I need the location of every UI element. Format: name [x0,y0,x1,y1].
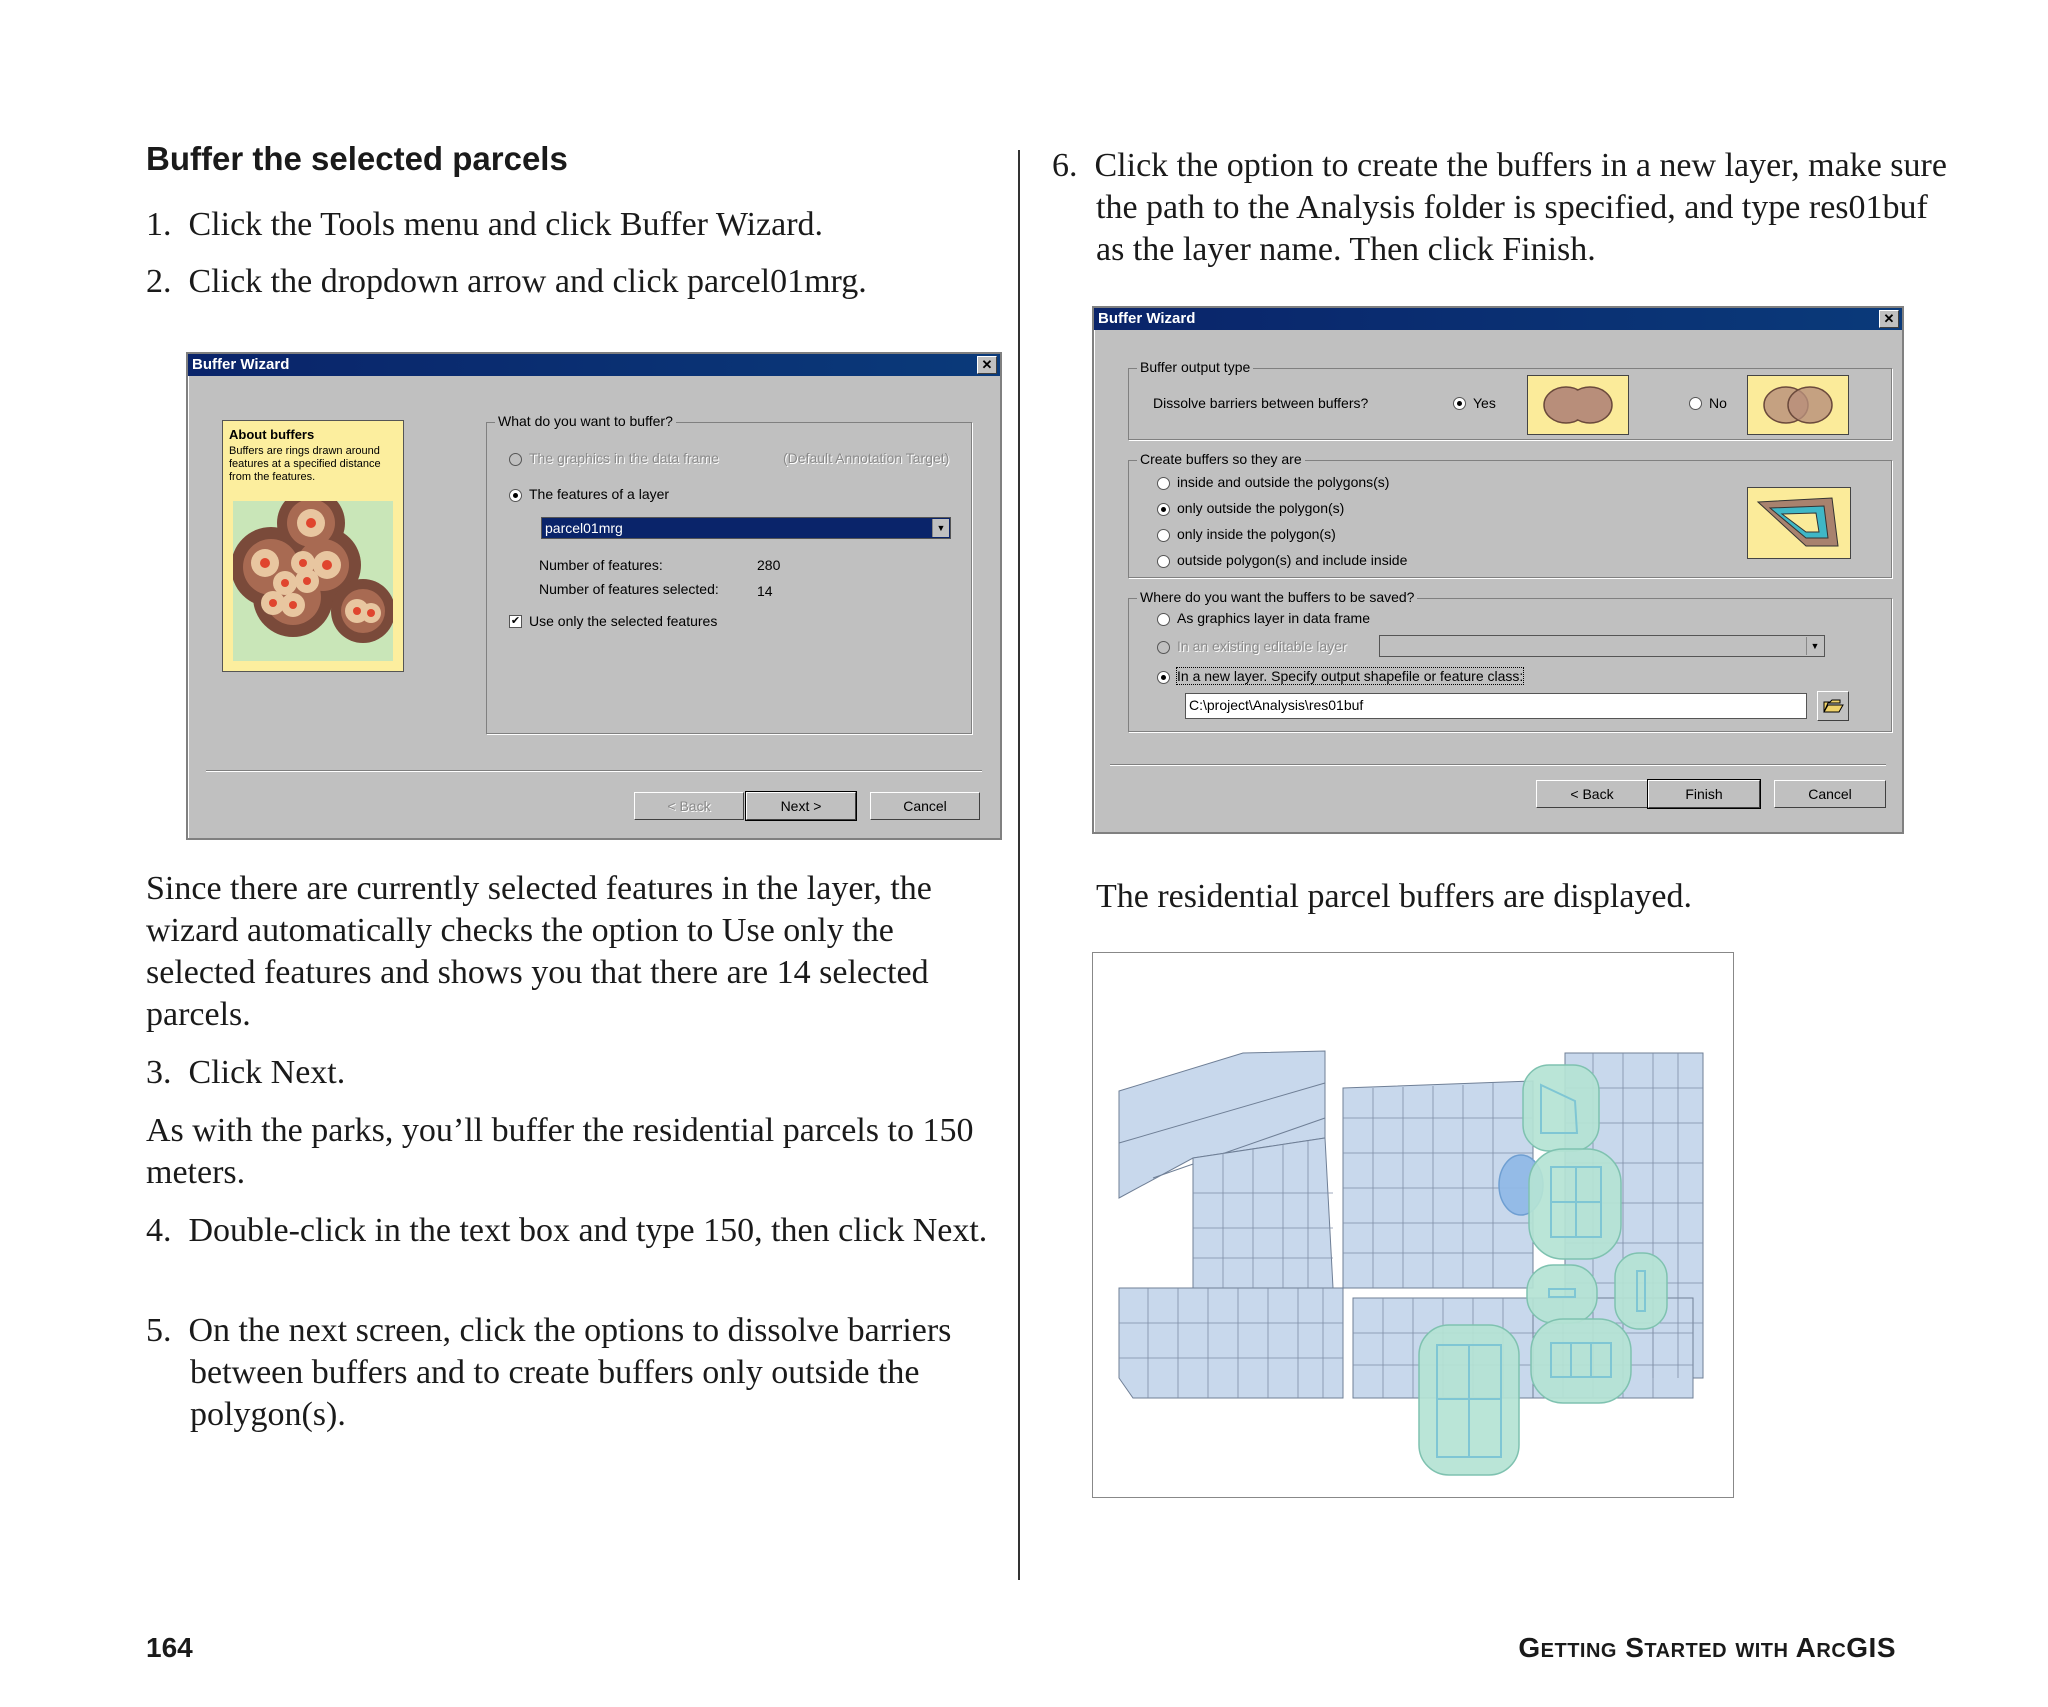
dialog-1-titlebar [188,354,1000,376]
create-buffers-group [1128,451,1892,578]
back-button[interactable]: < Back [1536,780,1648,808]
output-path-value: C:\project\Analysis\res01buf [1189,697,1364,713]
dissolve-question: Dissolve barriers between buffers? [1153,395,1369,411]
chevron-down-icon[interactable]: ▼ [932,519,949,537]
radio-existing-layer[interactable] [1157,641,1170,654]
opt-graphics-label: The graphics in the data frame [529,450,719,466]
close-icon[interactable]: ✕ [1879,310,1899,328]
step-4: 4. Double-click in the text box and type 150, then click Next. [146,1212,988,1249]
step-3: 3. Click Next. [146,1054,346,1091]
step-5: 5. On the next screen, click the options to dissolve barriers between buffers and to create buffers only outside the polygon(s). [146,1312,952,1433]
opt-graphics-note: (Default Annotation Target) [783,450,950,466]
finish-button[interactable]: Finish [1648,780,1760,808]
chevron-down-icon[interactable]: ▼ [1806,637,1823,655]
use-selected-checkbox[interactable]: ✔ [510,615,521,627]
layer-dropdown-value: parcel01mrg [545,520,623,536]
step-6: 6. Click the option to create the buffers in a new layer, make sure the path to the Analysis folder is specified, and type res01buf as the layer name. Then click Finish. [1052,147,1947,268]
close-icon[interactable]: ✕ [977,356,997,374]
buffer-output-type-group [1128,359,1892,440]
opt-existing-layer: In an existing editable layer [1177,638,1347,654]
radio-graphics[interactable] [509,453,522,466]
outside-buffer-icon [1747,487,1851,559]
use-selected-label: Use only the selected features [529,613,718,629]
non-dissolved-buffer-icon [1747,375,1849,435]
radio-outside-include[interactable] [1157,555,1170,568]
save-location-title: Where do you want the buffers to be saved? [1137,589,1417,605]
dialog-2-separator [1110,764,1886,765]
opt-layer-label: The features of a layer [529,486,670,502]
cancel-button[interactable]: Cancel [870,792,980,820]
no-label: No [1709,395,1727,411]
radio-new-layer[interactable] [1157,671,1170,684]
what-to-buffer-title: What do you want to buffer? [495,413,676,429]
what-to-buffer-group [486,413,972,734]
opt-graphics-layer: As graphics layer in data frame [1177,610,1370,626]
opt-only-outside: only outside the polygon(s) [1177,500,1345,516]
step-2: 2. Click the dropdown arrow and click parcel01mrg. [146,263,867,300]
opt-outside-include: outside polygon(s) and include inside [1177,552,1408,568]
num-selected-label: Number of features selected: [539,581,719,597]
parcel-map-illustration [1093,953,1733,1497]
dialog-2-title: Buffer Wizard [1098,310,1196,327]
radio-no[interactable] [1689,397,1702,410]
dialog-2-titlebar [1094,308,1902,330]
create-buffers-title: Create buffers so they are [1137,451,1305,467]
buffer-output-type-title: Buffer output type [1137,359,1253,375]
about-buffers-panel [222,420,404,672]
radio-layer[interactable] [509,489,522,502]
column-divider [1018,150,1020,1580]
buffer-wizard-dialog-1 [186,352,1002,840]
next-button[interactable]: Next > [746,792,856,820]
existing-layer-dropdown[interactable] [1379,635,1825,657]
dissolved-buffer-icon [1527,375,1629,435]
step-1: 1. Click the Tools menu and click Buffer Wizard. [146,206,824,243]
output-path-input[interactable] [1185,693,1807,719]
radio-yes[interactable] [1453,397,1466,410]
paragraph-buffer-150: As with the parks, you’ll buffer the residential parcels to 150 meters. [146,1112,974,1191]
opt-inside-outside: inside and outside the polygons(s) [1177,474,1390,490]
paragraph-selected-features: Since there are currently selected features in the layer, the wizard automatically checks the option to Use only the selected features and shows you that there are 14 selected parcels. [146,870,932,1033]
radio-graphics-layer[interactable] [1157,613,1170,626]
save-location-group [1128,589,1892,732]
back-button[interactable]: < Back [634,792,744,820]
about-buffers-title: About buffers [229,427,315,442]
radio-only-outside[interactable] [1157,503,1170,516]
radio-inside-outside[interactable] [1157,477,1170,490]
section-heading: Buffer the selected parcels [146,140,568,177]
num-selected-value: 14 [757,583,773,599]
about-buffers-text: Buffers are rings drawn around features at a specified distance from the features. [229,445,381,483]
num-features-label: Number of features: [539,557,663,573]
layer-dropdown[interactable] [541,517,951,539]
cancel-button[interactable]: Cancel [1774,780,1886,808]
dialog-1-separator [206,770,982,771]
opt-new-layer: In a new layer. Specify output shapefile or feature class: [1177,668,1524,684]
dialog-1-title: Buffer Wizard [192,356,290,373]
open-folder-icon[interactable] [1817,691,1849,721]
buffer-illustration-icon [233,501,393,661]
parcel-buffer-map [1092,952,1734,1498]
yes-label: Yes [1473,395,1496,411]
page-number: 164 [146,1632,193,1663]
num-features-value: 280 [757,557,781,573]
paragraph-buffers-displayed: The residential parcel buffers are displayed. [1096,878,1692,915]
opt-only-inside: only inside the polygon(s) [1177,526,1336,542]
book-title: Getting Started with ArcGIS [1518,1632,1896,1663]
radio-only-inside[interactable] [1157,529,1170,542]
buffer-wizard-dialog-2 [1092,306,1904,834]
